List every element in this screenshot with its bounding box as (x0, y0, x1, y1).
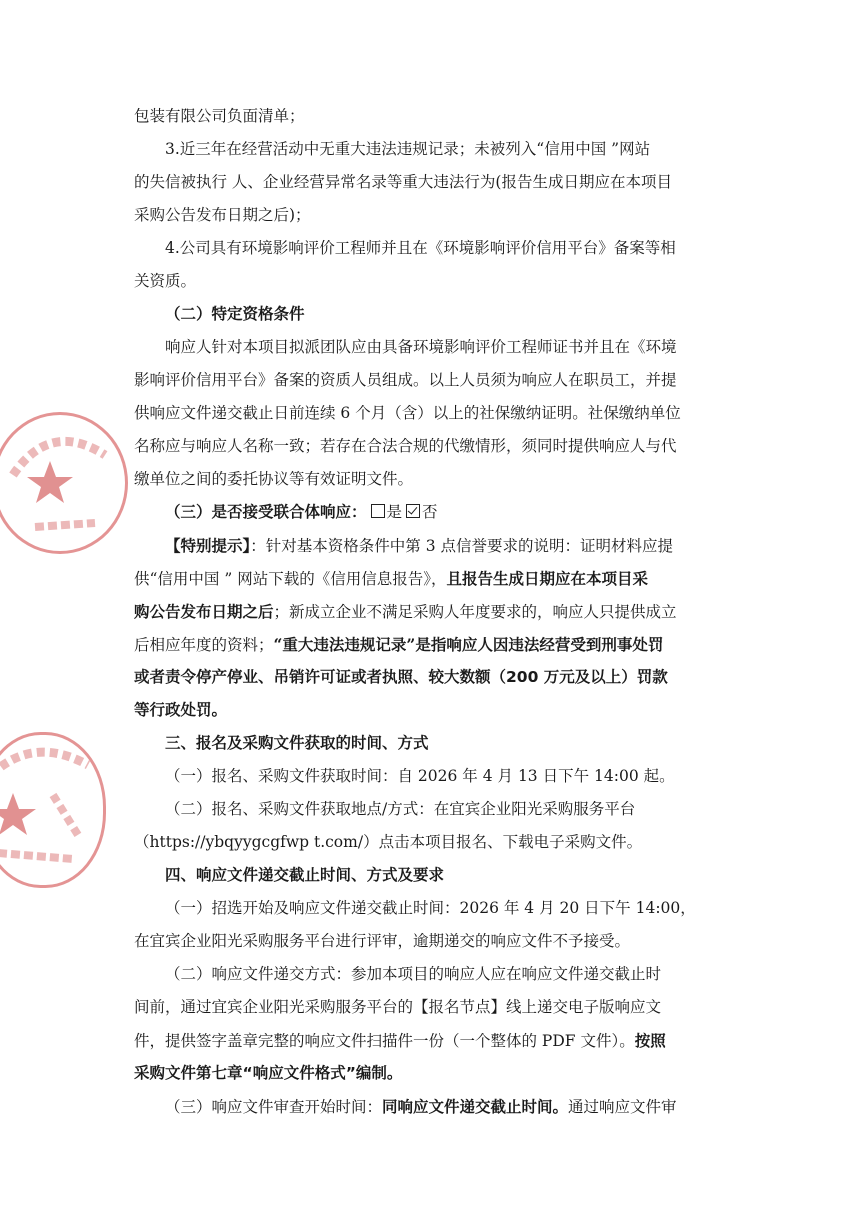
text-line (134, 562, 732, 595)
text-line: 的失信被执行 人、企业经营异常名录等重大违法行为(报告生成日期应在本项目 (134, 173, 672, 191)
text-line: （二）响应文件递交方式：参加本项目的响应人应在响应文件递交截止时 (165, 965, 662, 983)
text-segment: 通过响应文件审 (568, 1098, 677, 1116)
text-line (134, 1090, 732, 1123)
special-note-label: 【特别提示】 (165, 536, 251, 555)
consortium-label: （三）是否接受联合体响应： (165, 503, 367, 521)
section-heading: 四、响应文件递交截止时间、方式及要求 (165, 866, 445, 884)
text-line-bold: 采购文件第七章“响应文件格式”编制。 (134, 1064, 403, 1082)
consortium-line (134, 496, 732, 529)
checkbox-yes-icon (371, 504, 385, 518)
text-line: 3.近三年在经营活动中无重大违法违规记录；未被列入“信用中国 ”网站 (165, 140, 651, 158)
text-line: 响应人针对本项目拟派团队应由具备环境影响评价工程师证书并且在《环境 (165, 338, 677, 356)
text-line: （https://ybqyygcgfwp t.com/）点击本项目报名、下载电子采购文件。 (134, 833, 643, 851)
text-line: （一）招选开始及响应文件递交截止时间：2026 年 4 月 20 日下午 14:00， (165, 899, 696, 917)
text-line: 关资质。 (134, 272, 197, 290)
text-line: （一）报名、采购文件获取时间：自 2026 年 4 月 13 日下午 14:00 起。 (165, 767, 675, 785)
text-line: 缴单位之间的委托协议等有效证明文件。 (134, 470, 414, 488)
checkbox-no-checked-icon (406, 504, 420, 518)
text-segment-bold: 同响应文件递交截止时间。 (382, 1097, 569, 1116)
text-line: 供响应文件递交截止日前连续 6 个月（含）以上的社保缴纳证明。社保缴纳单位 (134, 404, 681, 422)
text-line: 名称应与响应人名称一致；若存在合法合规的代缴情形，须同时提供响应人与代 (134, 437, 677, 455)
text-segment: ：针对基本资格条件中第 3 点信誉要求的说明：证明材料应提 (250, 537, 673, 555)
text-segment-bold: 购公告发布日期之后 (134, 602, 274, 621)
section-heading: （二）特定资格条件 (165, 305, 305, 323)
text-segment-bold: 按照 (634, 1031, 666, 1050)
text-line (134, 1024, 732, 1057)
text-line (134, 628, 732, 661)
text-segment-bold: 且报告生成日期应在本项目采 (446, 569, 648, 588)
text-line: 采购公告发布日期之后)； (134, 206, 311, 224)
text-line: 包装有限公司负面清单； (134, 107, 305, 125)
seal-star-graphic (0, 415, 125, 551)
company-seal (0, 412, 128, 554)
text-line-bold: 等行政处罚。 (134, 701, 228, 719)
checkbox-yes-label: 是 (386, 503, 403, 521)
seal-star-graphic (0, 735, 103, 885)
body-text (134, 100, 732, 1123)
section-heading: 三、报名及采购文件获取的时间、方式 (165, 734, 429, 752)
checkbox-no-label: 否 (422, 503, 438, 521)
company-seal (0, 732, 106, 888)
special-note-line (134, 529, 732, 562)
text-segment-bold: “重大违法违规记录”是指响应人因违法经营受到刑事处罚 (273, 635, 664, 654)
text-segment: 供“信用中国 ” 网站下载的《信用信息报告》， (134, 570, 447, 588)
text-line (134, 595, 732, 628)
text-line-bold: 或者责令停产停业、吊销许可证或者执照、较大数额（200 万元及以上）罚款 (134, 668, 668, 686)
text-line: 间前，通过宜宾企业阳光采购服务平台的【报名节点】线上递交电子版响应文 (134, 998, 662, 1016)
text-line: 影响评价信用平台》备案的资质人员组成。以上人员须为响应人在职员工，并提 (134, 371, 677, 389)
text-segment: ；新成立企业不满足采购人年度要求的，响应人只提供成立 (273, 603, 677, 621)
text-line: （二）报名、采购文件获取地点/方式：在宜宾企业阳光采购服务平台 (165, 800, 636, 818)
text-line: 在宜宾企业阳光采购服务平台进行评审，逾期递交的响应文件不予接受。 (134, 932, 631, 950)
text-segment: （三）响应文件审查开始时间： (165, 1098, 383, 1116)
text-line: 4.公司具有环境影响评价工程师并且在《环境影响评价信用平台》备案等相 (165, 239, 676, 257)
text-segment: 后相应年度的资料； (134, 636, 274, 654)
text-segment: 件，提供签字盖章完整的响应文件扫描件一份（一个整体的 PDF 文件）。 (134, 1032, 635, 1050)
